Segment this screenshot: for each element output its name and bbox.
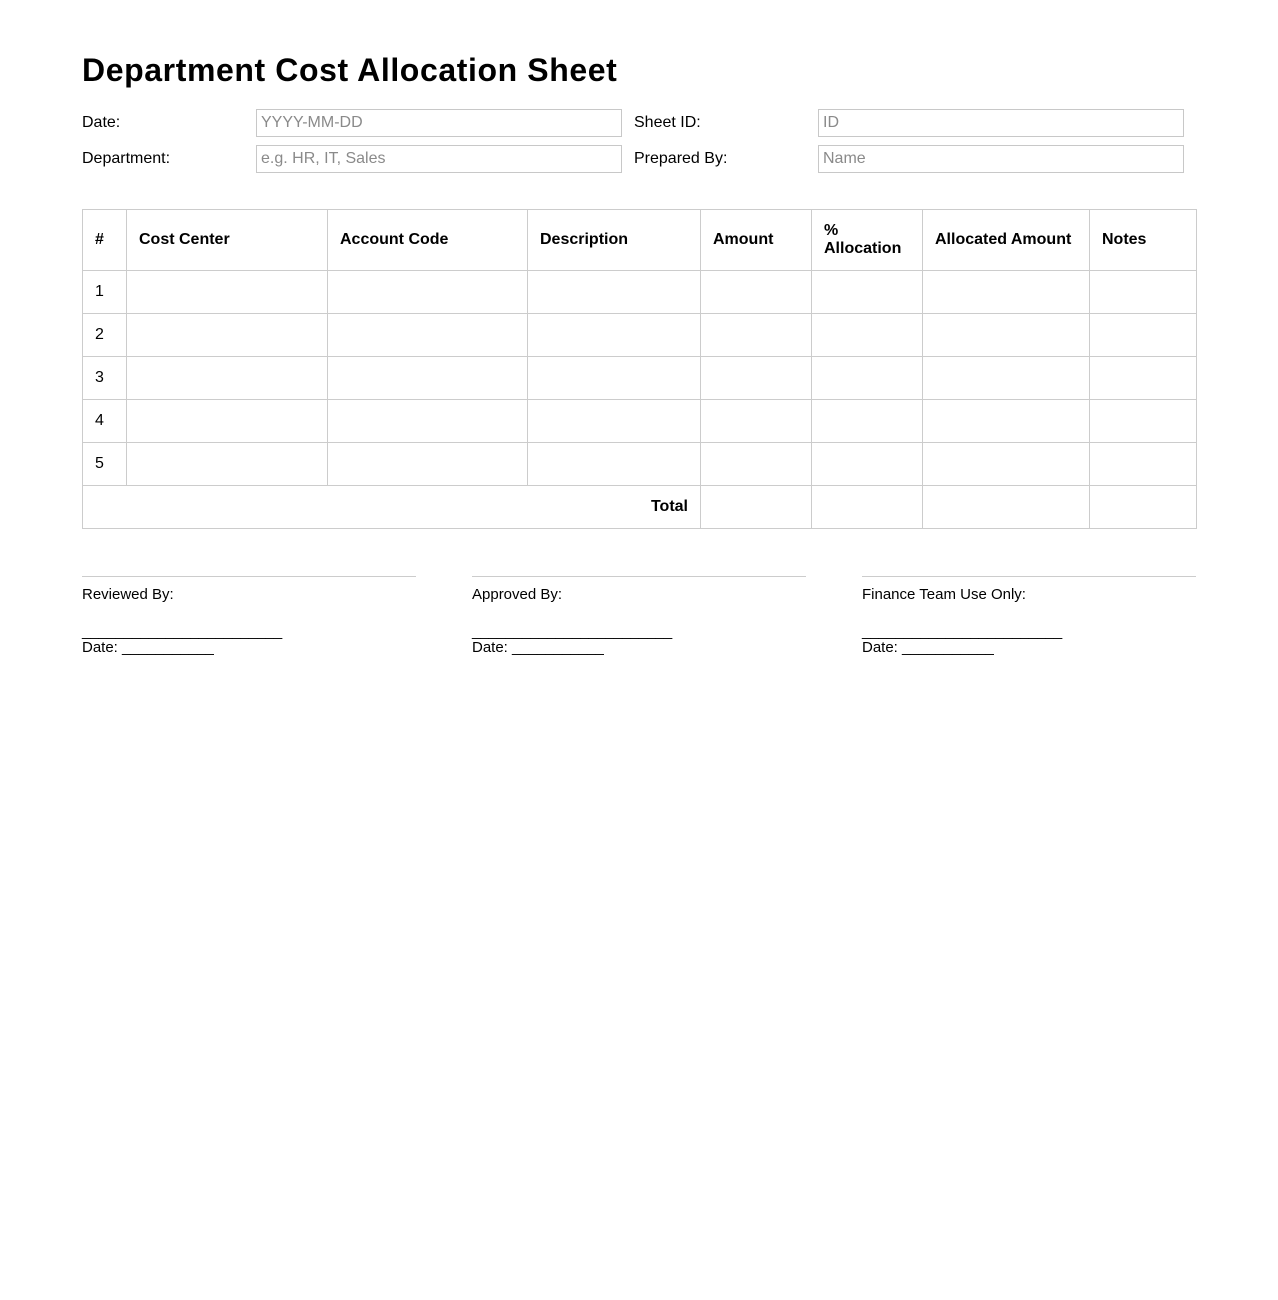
signature-line: ________________________: [862, 623, 1063, 640]
allocated-amount-cell[interactable]: [923, 443, 1090, 486]
account-code-cell[interactable]: [328, 400, 528, 443]
cost-center-cell[interactable]: [127, 314, 328, 357]
total-label: Total: [83, 486, 701, 529]
total-allocated-amount-cell[interactable]: [923, 486, 1090, 529]
date-line: Date: ___________: [82, 639, 214, 656]
notes-cell[interactable]: [1090, 357, 1197, 400]
row-number: 2: [83, 314, 127, 357]
column-header-allocation-pct: % Allocation: [812, 210, 923, 271]
total-amount-cell[interactable]: [701, 486, 812, 529]
allocation-pct-cell[interactable]: [812, 314, 923, 357]
date-line: Date: ___________: [472, 639, 604, 656]
table-header-row: [83, 210, 1197, 271]
prepared-by-input[interactable]: [818, 145, 1184, 173]
description-cell[interactable]: [528, 271, 701, 314]
allocated-amount-cell[interactable]: [923, 314, 1090, 357]
sheet-id-label: Sheet ID:: [634, 114, 701, 131]
cost-center-cell[interactable]: [127, 271, 328, 314]
allocation-pct-cell[interactable]: [812, 400, 923, 443]
prepared-by-label: Prepared By:: [634, 150, 728, 167]
column-header-account-code: Account Code: [328, 210, 528, 271]
amount-cell[interactable]: [701, 271, 812, 314]
signoff-reviewed-by: [82, 576, 416, 657]
amount-cell[interactable]: [701, 400, 812, 443]
account-code-cell[interactable]: [328, 314, 528, 357]
account-code-cell[interactable]: [328, 271, 528, 314]
amount-cell[interactable]: [701, 443, 812, 486]
account-code-cell[interactable]: [328, 443, 528, 486]
allocation-pct-cell[interactable]: [812, 271, 923, 314]
total-row: [83, 486, 1197, 529]
table-row: [83, 400, 1197, 443]
signature-line: ________________________: [82, 623, 283, 640]
notes-cell[interactable]: [1090, 314, 1197, 357]
allocation-pct-cell[interactable]: [812, 357, 923, 400]
department-input[interactable]: [256, 145, 622, 173]
table-row: [83, 314, 1197, 357]
cost-center-cell[interactable]: [127, 443, 328, 486]
column-header-allocated-amount: Allocated Amount: [923, 210, 1090, 271]
description-cell[interactable]: [528, 357, 701, 400]
allocation-table: [82, 209, 1197, 529]
account-code-cell[interactable]: [328, 357, 528, 400]
row-number: 3: [83, 357, 127, 400]
cost-center-cell[interactable]: [127, 400, 328, 443]
divider: [862, 576, 1196, 577]
total-allocation-pct-cell[interactable]: [812, 486, 923, 529]
date-label: Date:: [82, 114, 121, 131]
column-header-amount: Amount: [701, 210, 812, 271]
allocation-pct-cell[interactable]: [812, 443, 923, 486]
column-header-notes: Notes: [1090, 210, 1197, 271]
notes-cell[interactable]: [1090, 271, 1197, 314]
column-header-description: Description: [528, 210, 701, 271]
allocated-amount-cell[interactable]: [923, 271, 1090, 314]
table-row: [83, 443, 1197, 486]
description-cell[interactable]: [528, 443, 701, 486]
signoff-approved-by: [472, 576, 806, 657]
sheet-id-input[interactable]: [818, 109, 1184, 137]
signoff-label: Reviewed By:: [82, 586, 174, 603]
amount-cell[interactable]: [701, 357, 812, 400]
signature-line: ________________________: [472, 623, 673, 640]
row-number: 4: [83, 400, 127, 443]
divider: [472, 576, 806, 577]
divider: [82, 576, 416, 577]
department-label: Department:: [82, 150, 171, 167]
allocated-amount-cell[interactable]: [923, 357, 1090, 400]
column-header-cost-center: Cost Center: [127, 210, 328, 271]
cost-center-cell[interactable]: [127, 357, 328, 400]
date-line: Date: ___________: [862, 639, 994, 656]
total-notes-cell[interactable]: [1090, 486, 1197, 529]
amount-cell[interactable]: [701, 314, 812, 357]
table-row: [83, 271, 1197, 314]
notes-cell[interactable]: [1090, 443, 1197, 486]
page-title: Department Cost Allocation Sheet: [82, 52, 618, 88]
description-cell[interactable]: [528, 400, 701, 443]
allocated-amount-cell[interactable]: [923, 400, 1090, 443]
signoff-label: Approved By:: [472, 586, 563, 603]
row-number: 5: [83, 443, 127, 486]
description-cell[interactable]: [528, 314, 701, 357]
column-header-number: #: [83, 210, 127, 271]
signoff-finance-team: [862, 576, 1196, 657]
table-row: [83, 357, 1197, 400]
signoff-label: Finance Team Use Only:: [862, 586, 1026, 603]
date-input[interactable]: [256, 109, 622, 137]
notes-cell[interactable]: [1090, 400, 1197, 443]
row-number: 1: [83, 271, 127, 314]
